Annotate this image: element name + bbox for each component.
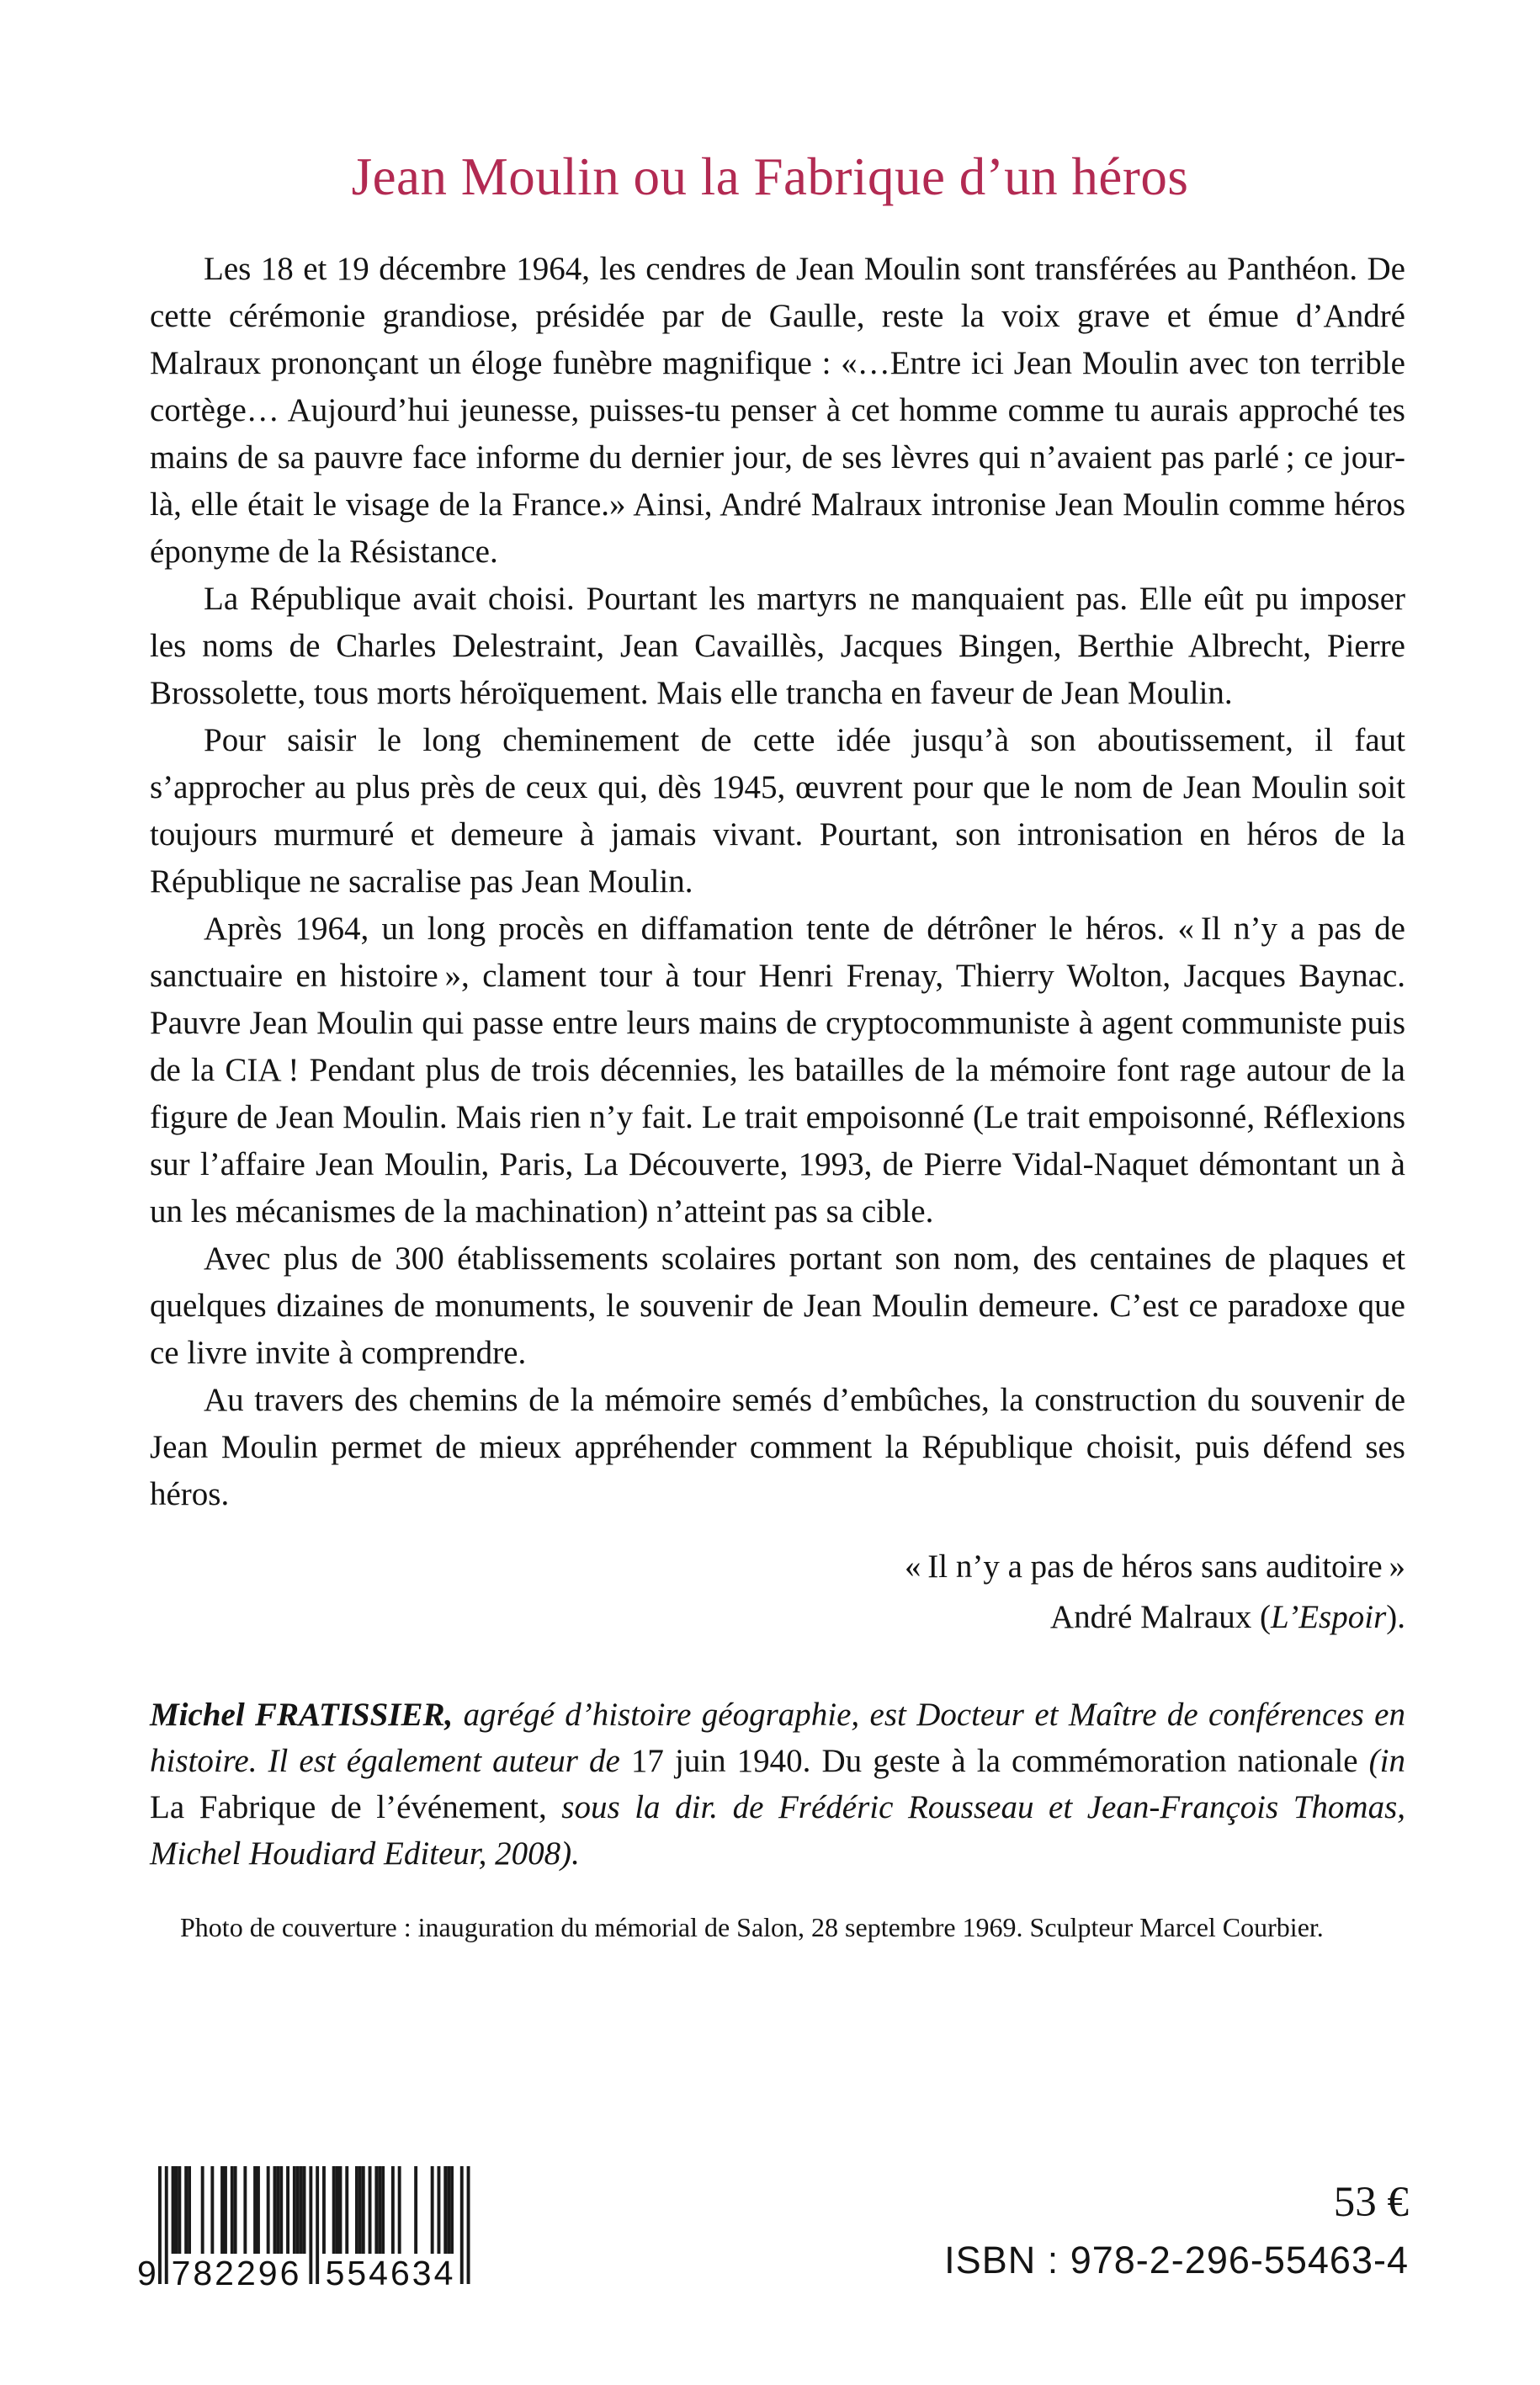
quote-attribution bbox=[150, 1592, 1405, 1643]
synopsis-paragraph-2: La République avait choisi. Pourtant les martyrs ne manquaient pas. Elle eût pu imposer les noms de Charles Delestraint, Jean Cavaillès, Jacques Bingen, Berthie Albrecht, Pierre Brossolette, tous morts héroïquement. Mais elle trancha en faveur de Jean Moulin. bbox=[150, 581, 1405, 711]
bio-book-title-1: 17 juin 1940. Du geste à la commémoration nationale bbox=[630, 1743, 1369, 1779]
author-bio bbox=[150, 1692, 1405, 1877]
quote-attribution-work: L’Espoir bbox=[1271, 1599, 1387, 1635]
synopsis-paragraph-6: Au travers des chemins de la mémoire semés d’embûches, la construction du souvenir de Jean Moulin permet de mieux appréhender comment la République choisit, puis défend ses héros. bbox=[150, 1382, 1405, 1512]
synopsis-paragraph-3: Pour saisir le long cheminement de cette idée jusqu’à son aboutissement, il faut s’approcher au plus près de ceux qui, dès 1945, œuvrent pour que le nom de Jean Moulin soit toujours murmuré et demeure à jamais vivant. Pourtant, son intronisation en héros de la République ne sacralise pas Jean Moulin. bbox=[150, 722, 1405, 900]
synopsis-paragraph-4: Après 1964, un long procès en diffamation tente de détrôner le héros. « Il n’y a pas de sanctuaire en histoire », clament tour à tour Henri Frenay, Thierry Wolton, Jacques Baynac. Pauvre Jean Moulin qui passe entre leurs mains de cryptocommuniste à agent communiste puis de la CIA ! Pendant plus de trois décennies, les batailles de la mémoire font rage autour de la figure de Jean Moulin. Mais rien n’y fait. Le trait empoisonné (Le trait empoisonné, Réflexions sur l’affaire Jean Moulin, Paris, La Découverte, 1993, de Pierre Vidal-Naquet démontant un à un les mécanismes de la machination) n’atteint pas sa cible. bbox=[150, 911, 1405, 1230]
bio-italic-2: (in bbox=[1368, 1743, 1405, 1779]
page-title: Jean Moulin ou la Fabrique d’un héros bbox=[351, 147, 1189, 206]
synopsis-paragraph-1: Les 18 et 19 décembre 1964, les cendres de Jean Moulin sont transférées au Panthéon. De cette cérémonie grandiose, présidée par de Gaulle, reste la voix grave et émue d’André Malraux prononçant un éloge funèbre magnifique : «…Entre ici Jean Moulin avec ton terrible cortège… Aujourd’hui jeunesse, puisses-tu penser à cet homme comme tu aurais approché tes mains de sa pauvre face informe du dernier jour, de ses lèvres qui n’avaient pas parlé ; ce jour-là, elle était le visage de la France.» Ainsi, André Malraux intronise Jean Moulin comme héros éponyme de la Résistance. bbox=[150, 251, 1405, 570]
quote-block bbox=[150, 1542, 1405, 1643]
author-name: Michel FRATISSIER, bbox=[150, 1697, 454, 1733]
quote-attribution-prefix: André Malraux ( bbox=[1049, 1599, 1271, 1635]
barcode-digit-group-2: 554634 bbox=[325, 2254, 456, 2292]
synopsis bbox=[150, 246, 1405, 1518]
isbn: ISBN : 978-2-296-55463-4 bbox=[944, 2239, 1409, 2281]
quote-attribution-suffix: ). bbox=[1386, 1599, 1405, 1635]
bio-italic-3: sous la dir. de Frédéric Rousseau et Jean-François Thomas, Michel Houdiard Editeur, 2008). bbox=[150, 1789, 1405, 1872]
barcode-digits bbox=[137, 2249, 491, 2292]
synopsis-paragraph-5: Avec plus de 300 établissements scolaires portant son nom, des centaines de plaques et quelques dizaines de monuments, le souvenir de Jean Moulin demeure. C’est ce paradoxe que ce livre invite à comprendre. bbox=[150, 1240, 1405, 1371]
barcode bbox=[137, 2166, 491, 2292]
bio-italic-1: agrégé d’histoire géographie, est Docteur et Maître de conférences en histoire. Il est également auteur de bbox=[150, 1697, 1405, 1779]
barcode-digit-group-1: 782296 bbox=[171, 2254, 302, 2292]
price: 53 € bbox=[1333, 2179, 1409, 2226]
photo-credit: Photo de couverture : inauguration du mémorial de Salon, 28 septembre 1969. Sculpteur Marcel Courbier. bbox=[180, 1912, 1324, 1942]
bio-book-title-2: La Fabrique de l’événement, bbox=[150, 1789, 562, 1825]
quote-line: « Il n’y a pas de héros sans auditoire » bbox=[904, 1548, 1405, 1585]
barcode-digit-first: 9 bbox=[137, 2254, 157, 2292]
back-cover-text bbox=[150, 246, 1405, 1943]
